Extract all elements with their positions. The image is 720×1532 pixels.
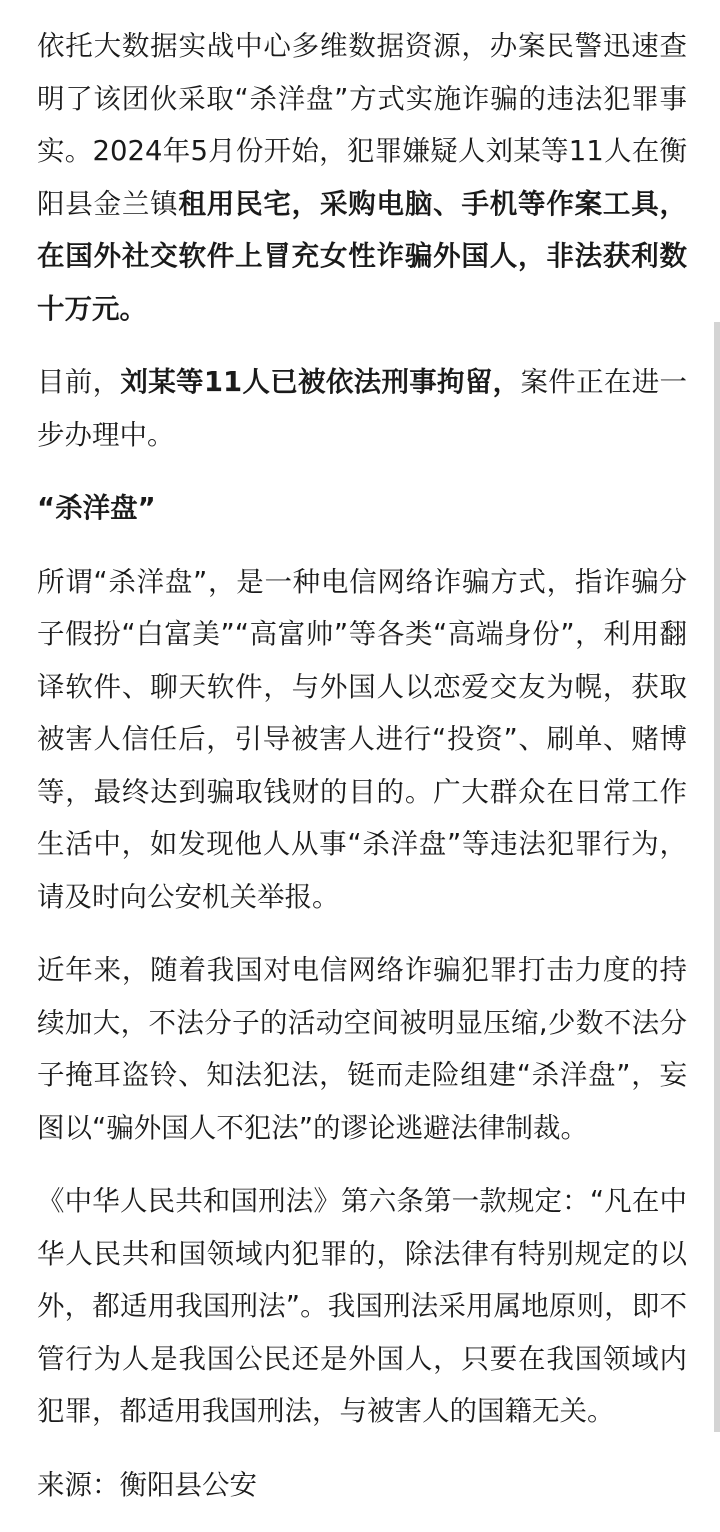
scrollbar[interactable] bbox=[714, 322, 720, 1432]
case-facts-bold: 租用民宅，采购电脑、手机等作案工具，在国外社交软件上冒充女性诈骗外国人，非法获利数十万元。 bbox=[37, 187, 688, 325]
status-text-bold: 刘某等11人已被依法刑事拘留， bbox=[120, 366, 521, 398]
case-facts-text: 依托大数据实战中心多维数据资源，办案民警迅速查明了该团伙采取“杀洋盘”方式实施诈骗的违法犯罪事实。2024年5月份开始，犯罪嫌疑人刘某等11人在衡阳县金兰镇 bbox=[37, 30, 687, 220]
status-text-lead: 目前， bbox=[37, 366, 121, 398]
paragraph-case-facts bbox=[37, 20, 687, 335]
paragraph-law: 《中华人民共和国刑法》第六条第一款规定：“凡在中华人民共和国领域内犯罪的，除法律有特别规定的以外，都适用我国刑法”。我国刑法采用属地原则，即不管行为人是我国公民还是外国人，只要在我国领域内犯罪，都适用我国刑法，与被害人的国籍无关。 bbox=[37, 1185, 687, 1427]
paragraph-current-status bbox=[37, 356, 687, 461]
source-line: 来源：衡阳县公安 bbox=[37, 1468, 257, 1501]
paragraph-background: 近年来，随着我国对电信网络诈骗犯罪打击力度的持续加大，不法分子的活动空间被明显压缩,少数不法分子掩耳盗铃、知法犯法，铤而走险组建“杀洋盘”，妄图以“骗外国人不犯法”的谬论逃避法律制裁。 bbox=[37, 954, 687, 1144]
article-body bbox=[37, 20, 687, 1532]
section-heading: “杀洋盘” bbox=[37, 492, 156, 524]
status-text-tail: 案件正在进一步办理中。 bbox=[37, 366, 687, 451]
paragraph-definition: 所谓“杀洋盘”，是一种电信网络诈骗方式，指诈骗分子假扮“白富美”“高富帅”等各类“高端身份”，利用翻译软件、聊天软件，与外国人以恋爱交友为幌，获取被害人信任后，引导被害人进行“投资”、刷单、赌博等，最终达到骗取钱财的目的。广大群众在日常工作生活中，如发现他人从事“杀洋盘”等违法犯罪行为，请及时向公安机关举报。 bbox=[37, 565, 687, 913]
